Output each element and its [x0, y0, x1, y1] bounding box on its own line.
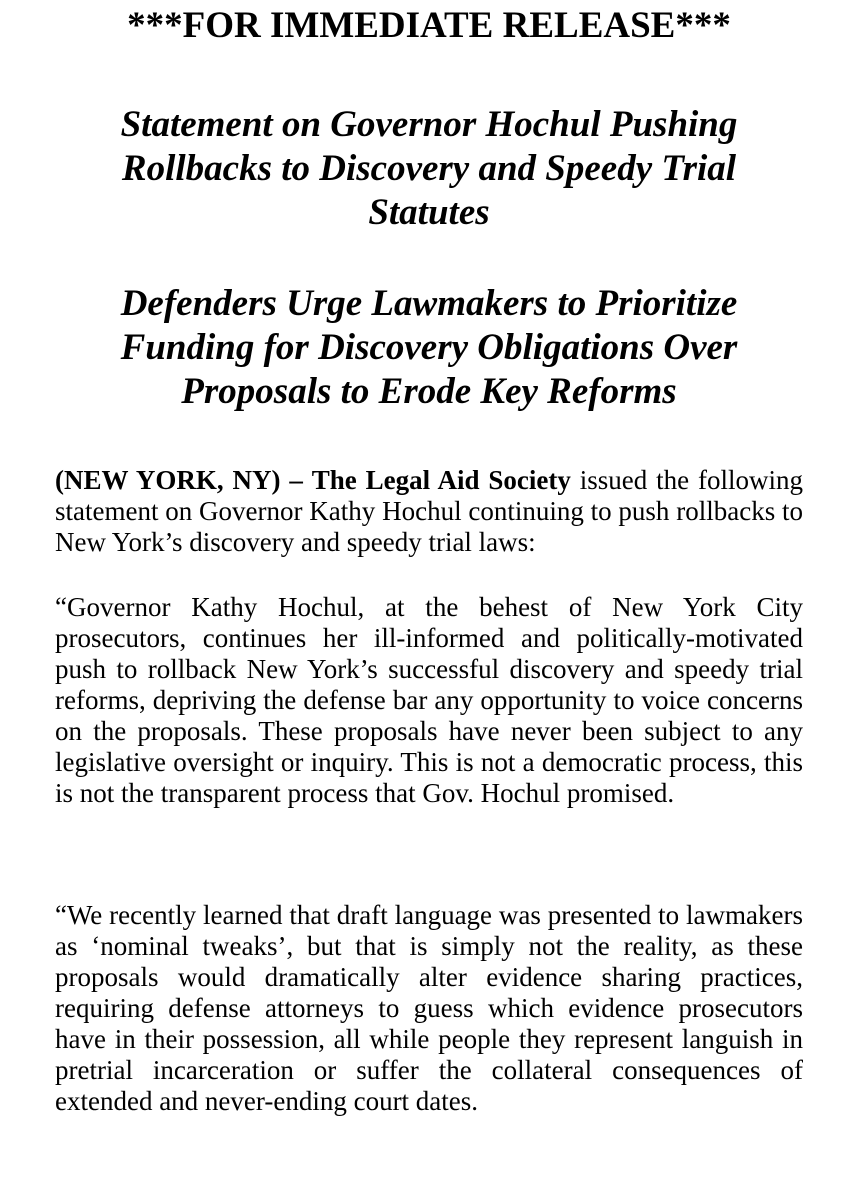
organization-name: The Legal Aid Society — [311, 465, 571, 495]
subheadline: Defenders Urge Lawmakers to Prioritize Funding for Discovery Obligations Over Proposals to Erode Key Reforms — [120, 283, 738, 412]
statement-paragraph: “We recently learned that draft language was presented to lawmakers as ‘nominal tweaks’, but that is simply not the reality, as these proposals would dramatically alter evidence sharing practices, requiring defense attorneys to guess which evidence prosecutors have in their possession, all while people they represent languish in pretrial incarceration or suffer the collateral consequences of extended and never-ending court dates. — [55, 900, 803, 1116]
dateline: (NEW YORK, NY) – — [55, 465, 303, 495]
statement-paragraph: “Governor Kathy Hochul, at the behest of New York City prosecutors, continues her ill-informed and politically-motivated push to rollback New York’s successful discovery and speedy trial reforms, depriving the defense bar any opportunity to voice concerns on the proposals. These proposals have never been subject to any legislative oversight or inquiry. This is not a democratic process, this is not the transparent process that Gov. Hochul promised. — [55, 592, 803, 808]
headline: Statement on Governor Hochul Pushing Rollbacks to Discovery and Speedy Trial Statutes — [120, 104, 738, 233]
intro-text: issued the following statement on Governor Kathy Hochul continuing to push rollbacks to New York’s discovery and speedy trial laws: — [55, 465, 803, 557]
intro-paragraph — [55, 465, 803, 558]
release-label: ***FOR IMMEDIATE RELEASE*** — [127, 5, 731, 46]
